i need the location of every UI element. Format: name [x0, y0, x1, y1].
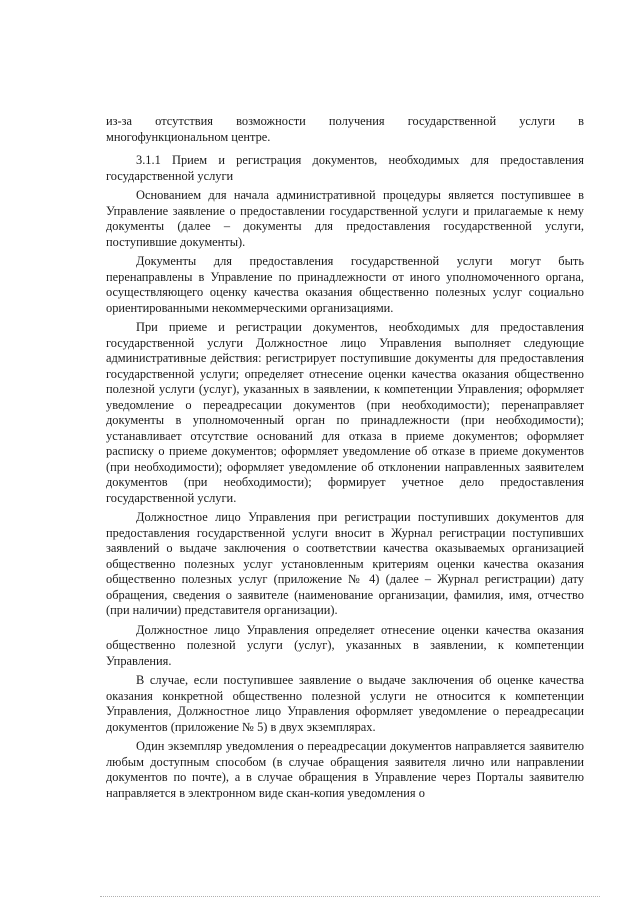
paragraph-actions: При приеме и регистрации документов, необходимых для предоставления государственной услуги Должностное лицо Управления выполняет следующие административные действия: регистрирует поступившие документы для предоставления государственной услуги; определяет отнесение оценки качества оказания общественно полезной услуги (услуг), указанных в заявлении, к компетенции Управления; оформляет уведомление о переадресации документов (при необходимости); перенаправляет документы в уполномоченный орган по принадлежности (при необходимости); устанавливает отсутствие оснований для отказа в приеме документов; оформляет расписку о приеме документов; оформляет уведомление об отказе в приеме документов (при необходимости); оформляет уведомление об отклонении направленных заявителем документов (при необходимости); формирует учетное дело предоставления государственной услуги. — [106, 320, 584, 505]
scan-bottom-edge — [100, 896, 600, 897]
paragraph-basis: Основанием для начала административной процедуры является поступившее в Управление заявление о предоставлении государственной услуги и прилагаемые к нему документы (далее – документы для предоставления государственной услуги, поступившие документы). — [106, 188, 584, 249]
paragraph-not-competent: В случае, если поступившее заявление о выдаче заключения об оценке качества оказания конкретной общественно полезной услуги не относится к компетенции Управления, Должностное лицо Управления оформляет уведомление о переадресации документов (приложение № 5) в двух экземплярах. — [106, 673, 584, 734]
paragraph-registration-journal: Должностное лицо Управления при регистрации поступивших документов для предоставления государственной услуги вносит в Журнал регистрации поступивших заявлений о выдаче заключения о соответствии качества оказываемых организацией общественно полезных услуг установленным критериям оценки качества оказания общественно полезных услуг (приложение № 4) (далее – Журнал регистрации) дату обращения, сведения о заявителе (наименование организации, фамилия, имя, отчество (при наличии) представителя организации). — [106, 510, 584, 617]
paragraph-competence: Должностное лицо Управления определяет отнесение оценки качества оказания общественно полезной услуги (услуг), указанных в заявлении, к компетенции Управления. — [106, 622, 584, 668]
paragraph-redirect: Документы для предоставления государственной услуги могут быть перенаправлены в Управление по принадлежности от иного уполномоченного органа, осуществляющего оценку качества оказания общественно полезных услуг социально ориентированными некоммерческими организациями. — [106, 254, 584, 315]
document-page — [106, 114, 584, 805]
paragraph-notice-copy: Один экземпляр уведомления о переадресации документов направляется заявителю любым доступным способом (в случае обращения заявителя лично или направлении документов по почте), а в случае обращения в Управление через Порталы заявителю направляется в электронном виде скан-копия уведомления о — [106, 739, 584, 800]
paragraph-continuation: из-за отсутствия возможности получения государственной услуги в многофункциональном центре. — [106, 114, 584, 144]
section-heading-3-1-1: 3.1.1 Прием и регистрация документов, необходимых для предоставления государственной услуги — [106, 153, 584, 183]
